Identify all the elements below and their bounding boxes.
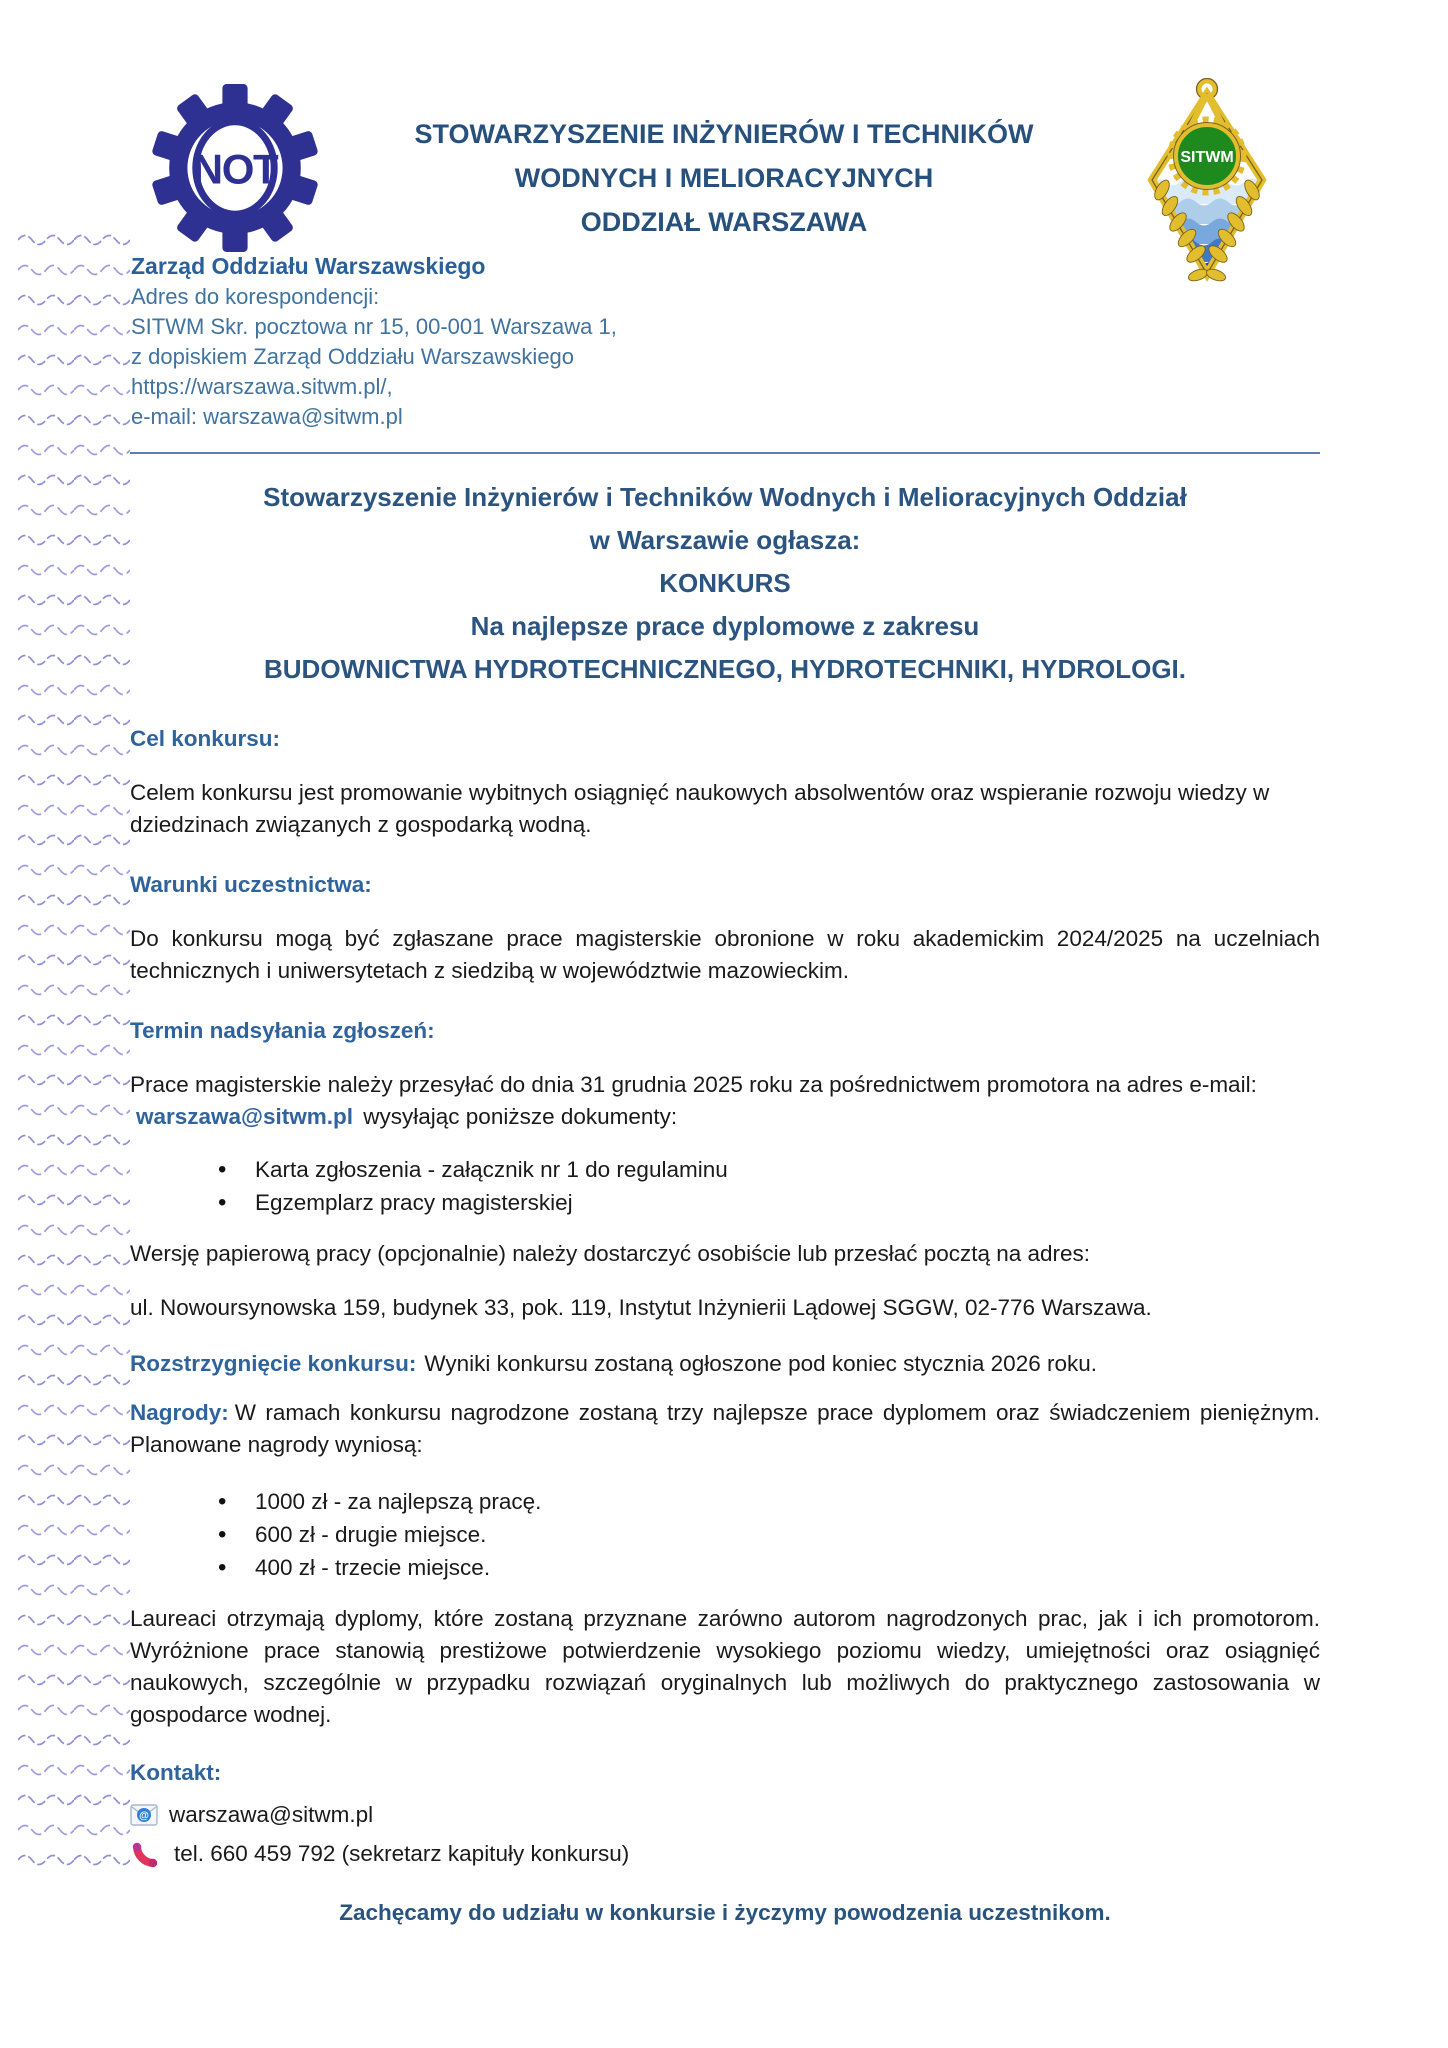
nagrody-text: W ramach konkursu nagrodzone zostaną trzy najlepsze prace dyplomem oraz świadczeniem pieniężnym. Planowane nagrody wyniosą:: [130, 1400, 1320, 1457]
address-block: [131, 250, 831, 432]
paragraph-laureaci: Laureaci otrzymają dyplomy, które zostaną przyznane zarówno autorom nagrodzonych prac, jak i ich promotorom. Wyróżnione prace stanowią prestiżowe potwierdzenie wysokiego poziomu wiedzy, umiejętności oraz osiągnięć naukowych, szczególnie w przypadku rozwiązań oryginalnych lub możliwych do praktycznego zastosowania w gospodarce wodnej.: [130, 1606, 1320, 1727]
wave-pattern-icon: [18, 228, 130, 1883]
bullet-item: [130, 1186, 1320, 1219]
announcement-line-2: w Warszawie ogłasza:: [589, 525, 861, 555]
not-logo-label: NOT: [192, 145, 278, 193]
address-line: Adres do korespondencji:: [131, 284, 380, 309]
documents-bullet-list: [130, 1153, 1320, 1219]
bullet-item: [130, 1551, 1320, 1584]
heading-warunki: Warunki uczestnictwa:: [130, 872, 372, 897]
bullet-text: Egzemplarz pracy magisterskiej: [255, 1190, 573, 1215]
header-divider: [130, 452, 1320, 454]
paragraph-wersja-papierowa: Wersję papierową pracy (opcjonalnie) należy dostarczyć osobiście lub przesłać pocztą na adres:: [130, 1241, 1091, 1266]
address-website: https://warszawa.sitwm.pl/,: [131, 374, 393, 399]
org-title-line-2: WODNYCH I MELIORACYJNYCH: [514, 163, 934, 193]
org-title-line-3: ODDZIAŁ WARSZAWA: [580, 207, 868, 237]
bullet-item: [130, 1485, 1320, 1518]
announcement-line-3: KONKURS: [659, 568, 791, 598]
paragraph-rozstrzygniecie: [130, 1348, 1320, 1380]
prizes-bullet-list: [130, 1485, 1320, 1584]
contact-email-row: [130, 1799, 1320, 1831]
paragraph-termin: [130, 1069, 1320, 1133]
contact-phone: tel. 660 459 792 (sekretarz kapituły konkursu): [174, 1841, 630, 1866]
svg-text:@: @: [139, 1810, 149, 1822]
announcement-title: [130, 476, 1320, 691]
address-line: SITWM Skr. pocztowa nr 15, 00-001 Warszawa 1,: [131, 314, 617, 339]
document-body: [130, 470, 1320, 1926]
bullet-text: 600 zł - drugie miejsce.: [255, 1522, 487, 1547]
email-link[interactable]: warszawa@sitwm.pl: [136, 1104, 354, 1129]
termin-text-prefix: Prace magisterskie należy przesyłać do dnia 31 grudnia 2025 roku za pośrednictwem promotora na adres e-mail:: [130, 1072, 1257, 1097]
contact-email[interactable]: warszawa@sitwm.pl: [169, 1802, 374, 1827]
address-email: e-mail: warszawa@sitwm.pl: [131, 404, 403, 429]
envelope-at-icon: [130, 1804, 158, 1826]
contact-phone-row: [130, 1838, 1320, 1870]
not-gear-logo-icon: [146, 84, 324, 252]
bullet-text: Karta zgłoszenia - załącznik nr 1 do regulaminu: [255, 1157, 728, 1182]
org-title: [330, 112, 1118, 244]
heading-rozstrzygniecie: Rozstrzygnięcie konkursu:: [130, 1351, 417, 1376]
announcement-line-1: Stowarzyszenie Inżynierów i Techników Wodnych i Melioracyjnych Oddział: [263, 482, 1187, 512]
sitwm-badge-label: SITWM: [1180, 149, 1234, 166]
paragraph-cel: Celem konkursu jest promowanie wybitnych osiągnięć naukowych absolwentów oraz wspieranie rozwoju wiedzy w dziedzinach związanych z gospodarką wodną.: [130, 780, 1270, 837]
sitwm-badge-icon: [1142, 78, 1272, 285]
bullet-text: 400 zł - trzecie miejsce.: [255, 1555, 491, 1580]
rozstrzygniecie-text: Wyniki konkursu zostaną ogłoszone pod koniec stycznia 2026 roku.: [424, 1351, 1097, 1376]
heading-kontakt: Kontakt:: [130, 1760, 222, 1785]
heading-termin: Termin nadsyłania zgłoszeń:: [130, 1018, 435, 1043]
heading-cel-konkursu: Cel konkursu:: [130, 726, 281, 751]
paragraph-warunki: Do konkursu mogą być zgłaszane prace magisterskie obronione w roku akademickim 2024/2025 na uczelniach technicznych i uniwersytetach z siedzibą w województwie mazowieckim.: [130, 926, 1320, 983]
announcement-line-5: BUDOWNICTWA HYDROTECHNICZNEGO, HYDROTECHNIKI, HYDROLOGI.: [263, 654, 1187, 684]
paragraph-adres-dostawy: ul. Nowoursynowska 159, budynek 33, pok. 119, Instytut Inżynierii Lądowej SGGW, 02-776 Warszawa.: [130, 1295, 1152, 1320]
bullet-item: [130, 1153, 1320, 1186]
org-title-line-1: STOWARZYSZENIE INŻYNIERÓW I TECHNIKÓW: [414, 119, 1034, 149]
bullet-text: 1000 zł - za najlepszą pracę.: [255, 1489, 542, 1514]
closing-message: Zachęcamy do udziału w konkursie i życzymy powodzenia uczestnikom.: [339, 1900, 1111, 1925]
termin-text-suffix: wysyłając poniższe dokumenty:: [357, 1104, 678, 1129]
heading-nagrody: Nagrody:: [130, 1400, 229, 1425]
phone-handset-icon: [130, 1839, 160, 1869]
bullet-item: [130, 1518, 1320, 1551]
address-title: Zarząd Oddziału Warszawskiego: [131, 253, 486, 279]
paragraph-nagrody: [130, 1397, 1320, 1461]
address-line: z dopiskiem Zarząd Oddziału Warszawskiego: [131, 344, 575, 369]
announcement-line-4: Na najlepsze prace dyplomowe z zakresu: [470, 611, 980, 641]
